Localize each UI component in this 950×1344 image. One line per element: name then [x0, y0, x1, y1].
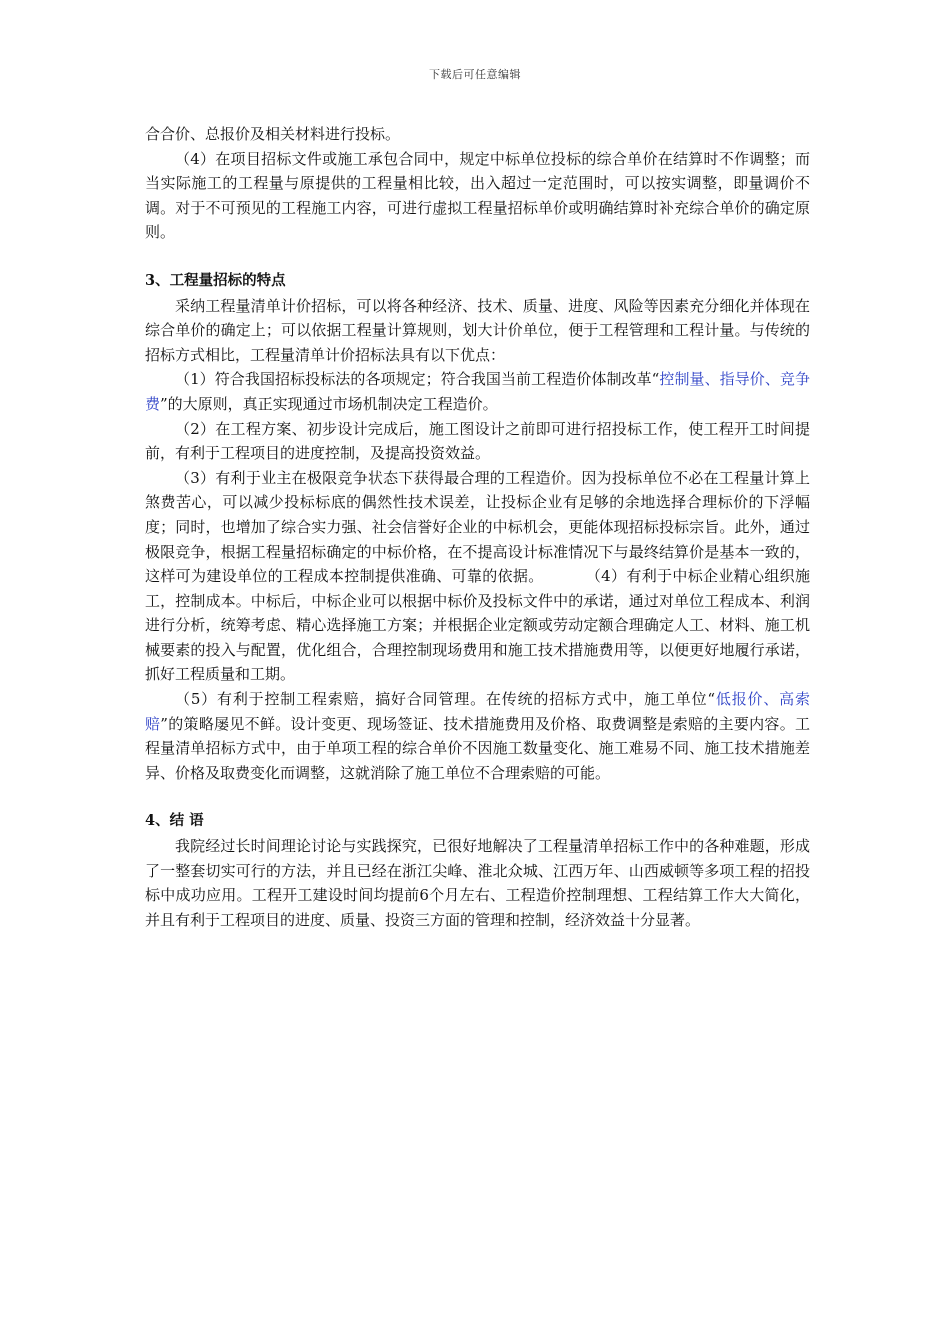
document-body [145, 122, 810, 932]
paragraph-prev-item-4: （4）在项目招标文件或施工承包合同中，规定中标单位投标的综合单价在结算时不作调整；而当实际施工的工程量与原提供的工程量相比较，出入超过一定范围时，可以按实调整，即量调价不调。对于不可预见的工程施工内容，可进行虚拟工程量招标单价或明确结算时补充综合单价的确定原则。 [145, 149, 810, 242]
section-4-body: 我院经过长时间理论讨论与实践探究，已很好地解决了工程量清单招标工作中的各种难题，形成了一整套切实可行的方法，并且已经在浙江尖峰、淮北众城、江西万年、山西威顿等多项工程的招投标中成功应用。工程开工建设时间均提前6个月左右、工程造价控制理想、工程结算工作大大简化，并且有利于工程项目的进度、质量、投资三方面的管理和控制，经济效益十分显著。 [145, 837, 810, 929]
item-5-text-after: ”的策略屡见不鲜。设计变更、现场签证、技术措施费用及价格、取费调整是索赔的主要内容。工程量清单招标方式中，由于单项工程的综合单价不因施工数量变化、施工难易不同、施工技术措施差异、价格及取费变化而调整，这就消除了施工单位不合理索赔的可能。 [145, 714, 810, 782]
item-5-text-before: （5）有利于控制工程索赔，搞好合同管理。在传统的招标方式中，施工单位“ [175, 690, 716, 709]
item-1-text-before: （1）符合我国招标投标法的各项规定；符合我国当前工程造价体制改革“ [175, 370, 660, 389]
section-3-item-1 [145, 367, 810, 416]
section-3-item-2: （2）在工程方案、初步设计完成后，施工图设计之前即可进行招投标工作，使工程开工时间提前，有利于工程项目的进度控制，及提高投资效益。 [145, 419, 810, 463]
section-3-item-3-and-4 [145, 466, 810, 687]
section-4-heading: 4、结 语 [145, 812, 204, 830]
item-1-text-after: ”的大原则，真正实现通过市场机制决定工程造价。 [160, 394, 498, 413]
item-3-text: （3）有利于业主在极限竞争状态下获得最合理的工程造价。因为投标单位不必在工程量计算上煞费苦心，可以减少投标标底的偶然性技术误差，让投标企业有足够的余地选择合理标价的下浮幅度；同时，也增加了综合实力强、社会信誉好企业的中标机会，更能体现招标投标宗旨。此外，通过极限竞争，根据工程量招标确定的中标价格，在不提高设计标准情况下与最终结算价是基本一致的，这样可为建设单位的工程成本控制提供准确、可靠的依据。 [145, 468, 810, 586]
section-3-intro: 采纳工程量清单计价招标，可以将各种经济、技术、质量、进度、风险等因素充分细化并体现在综合单价的确定上；可以依据工程量计算规则，划大计价单位，便于工程管理和工程计量。与传统的招标方式相比，工程量清单计价招标法具有以下优点： [145, 296, 810, 364]
item-5-link[interactable]: 低报价、高索赔 [145, 690, 810, 733]
paragraph-continuation: 合合价、总报价及相关材料进行投标。 [145, 125, 401, 143]
section-3-item-5 [145, 687, 810, 785]
item-1-link[interactable]: 控制量、指导价、竞争费 [145, 370, 810, 413]
page-header: 下载后可任意编辑 [429, 68, 521, 81]
section-3-heading: 3、工程量招标的特点 [145, 271, 286, 289]
item-4-text: （4）有利于中标企业精心组织施工，控制成本。中标后，中标企业可以根据中标价及投标文件中的承诺，通过对单位工程成本、利润进行分析，统筹考虑、精心选择施工方案；并根据企业定额或劳动定额合理确定人工、材料、施工机械要素的投入与配置，优化组合，合理控制现场费用和施工技术措施费用等，以便更好地履行承诺，抓好工程质量和工期。 [145, 567, 810, 684]
